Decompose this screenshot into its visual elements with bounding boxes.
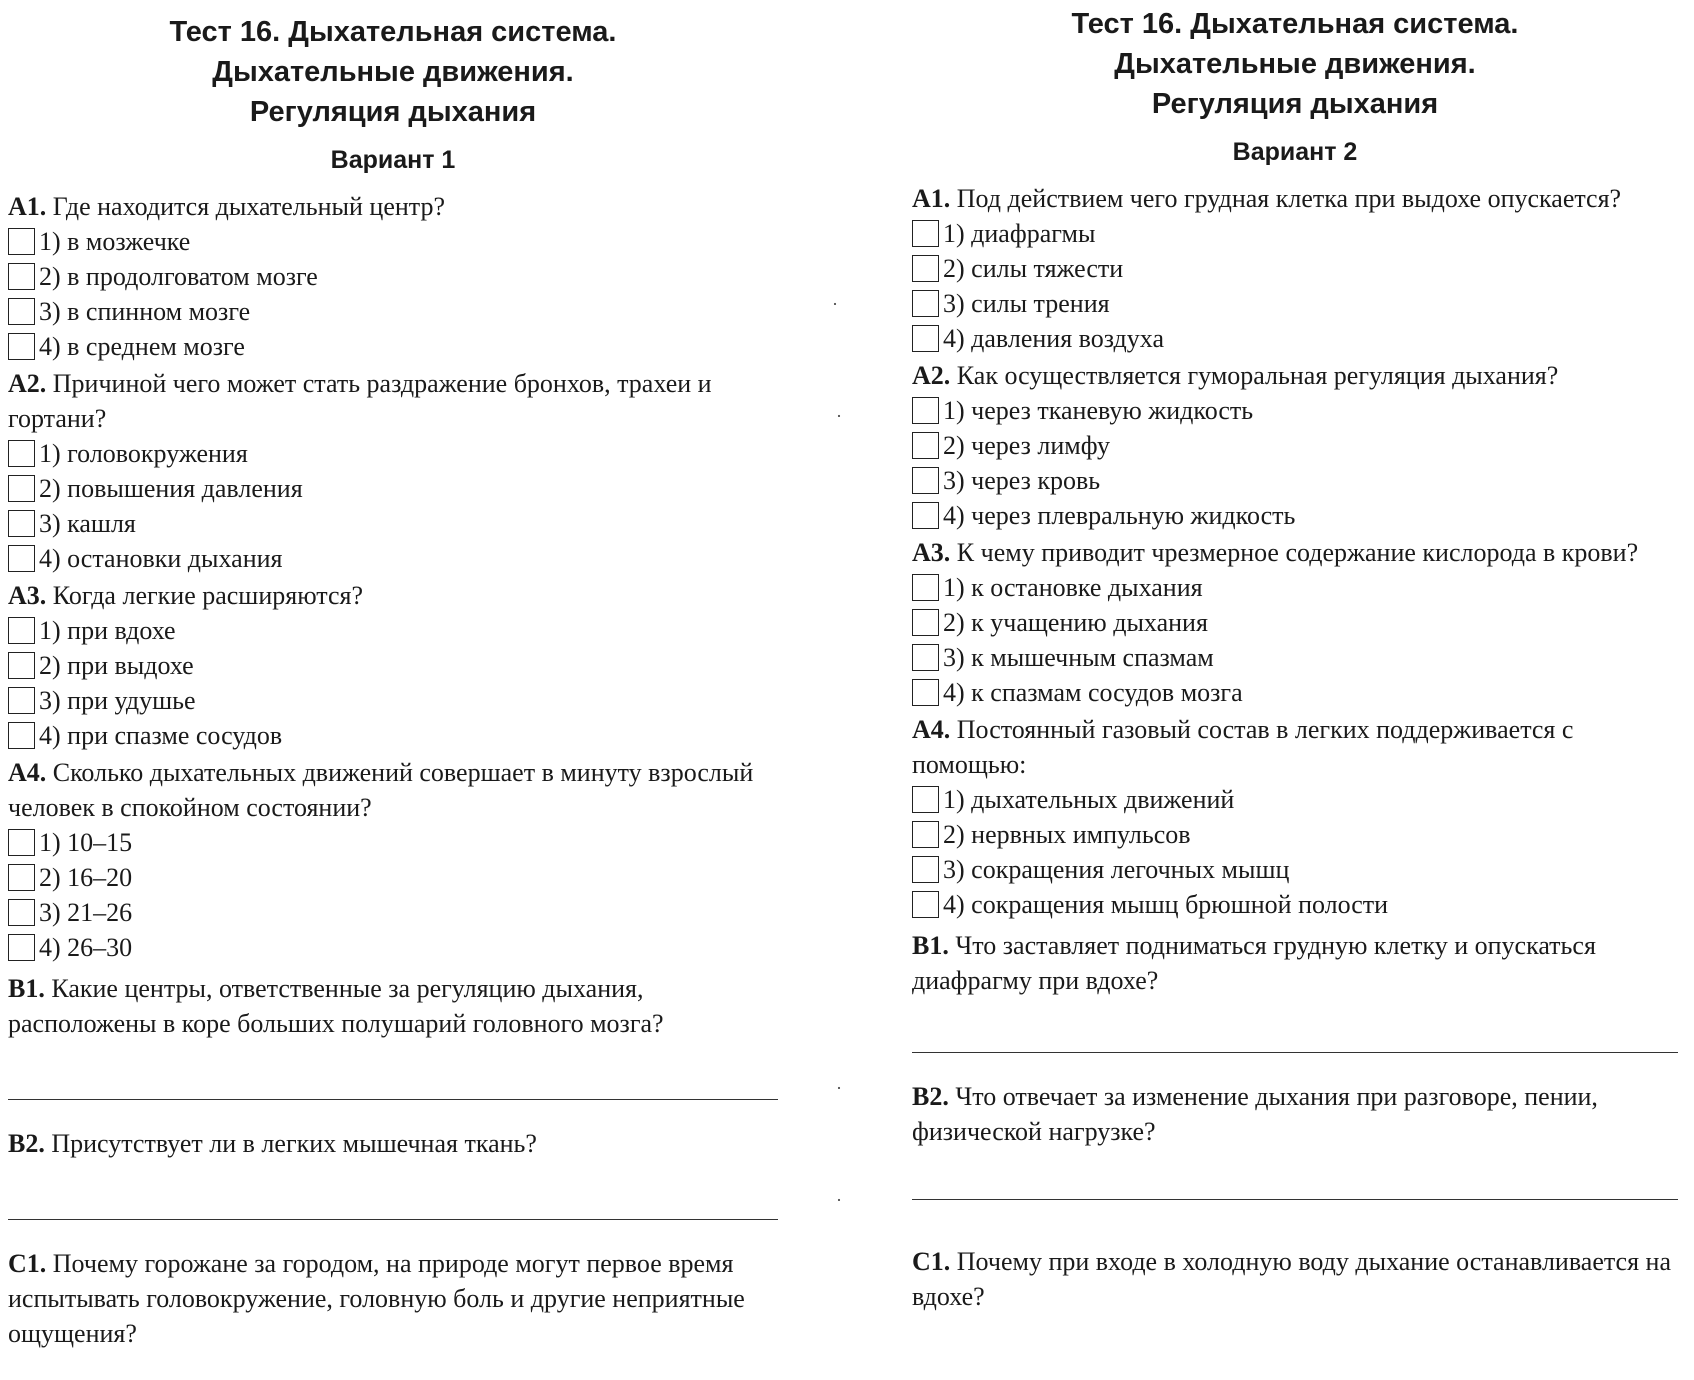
question-text (912, 535, 1678, 570)
option-label: 2) в продолговатом мозге (39, 262, 318, 291)
answer-option[interactable] (912, 817, 1678, 852)
answer-option[interactable] (8, 259, 778, 294)
checkbox[interactable] (912, 574, 939, 601)
question-c1 (8, 1246, 778, 1351)
question-number: А3. (8, 581, 47, 610)
checkbox[interactable] (8, 475, 35, 502)
question-a1 (8, 189, 778, 364)
answer-option[interactable] (8, 541, 778, 576)
option-label: 1) в мозжечке (39, 227, 191, 256)
answer-option[interactable] (912, 286, 1678, 321)
stray-mark: · (836, 406, 842, 426)
checkbox[interactable] (8, 829, 35, 856)
question-number: В2. (912, 1082, 949, 1111)
question-b2 (912, 1079, 1678, 1200)
option-label: 2) при выдохе (39, 651, 194, 680)
question-number: С1. (8, 1249, 47, 1278)
checkbox[interactable] (912, 467, 939, 494)
checkbox[interactable] (912, 290, 939, 317)
answer-option[interactable] (8, 436, 778, 471)
answer-option[interactable] (912, 570, 1678, 605)
option-label: 4) сокращения мышц брюшной полости (943, 890, 1389, 919)
checkbox[interactable] (8, 333, 35, 360)
option-label: 3) кашля (39, 509, 136, 538)
stray-mark: · (836, 1190, 842, 1210)
option-label: 2) к учащению дыхания (943, 608, 1208, 637)
question-b1 (8, 971, 778, 1100)
question-a3 (8, 578, 778, 753)
question-text (912, 1079, 1678, 1149)
option-label: 1) при вдохе (39, 616, 176, 645)
checkbox[interactable] (8, 934, 35, 961)
option-label: 4) 26–30 (39, 933, 133, 962)
checkbox[interactable] (912, 856, 939, 883)
variant-label: Вариант 2 (1232, 138, 1358, 166)
question-a1 (912, 181, 1678, 356)
question-c1 (912, 1244, 1678, 1314)
title-line: Тест 16. Дыхательная система. (169, 16, 617, 48)
question-number: А2. (912, 361, 951, 390)
variant2-title (912, 4, 1678, 124)
option-label: 3) 21–26 (39, 898, 133, 927)
question-a2 (8, 366, 778, 576)
title-line: Тест 16. Дыхательная система. (1071, 8, 1519, 40)
option-label: 1) головокружения (39, 439, 248, 468)
question-text (8, 366, 778, 436)
question-number: А4. (912, 715, 951, 744)
question-b2 (8, 1126, 778, 1220)
question-label: Причиной чего может стать раздражение бронхов, трахеи и гортани? (8, 369, 712, 433)
question-label: Когда легкие расширяются? (52, 581, 364, 610)
answer-option[interactable] (912, 216, 1678, 251)
answer-option[interactable] (912, 640, 1678, 675)
option-label: 4) давления воздуха (943, 324, 1164, 353)
answer-option[interactable] (8, 895, 778, 930)
checkbox[interactable] (8, 722, 35, 749)
answer-option[interactable] (912, 321, 1678, 356)
answer-option[interactable] (8, 613, 778, 648)
answer-option[interactable] (8, 648, 778, 683)
checkbox[interactable] (912, 255, 939, 282)
question-text (912, 358, 1678, 393)
question-label: Как осуществляется гуморальная регуляция дыхания? (956, 361, 1559, 390)
checkbox[interactable] (8, 545, 35, 572)
option-label: 2) через лимфу (943, 431, 1110, 460)
answer-option[interactable] (8, 471, 778, 506)
checkbox[interactable] (8, 440, 35, 467)
question-label: Что отвечает за изменение дыхания при разговоре, пении, физической нагрузке? (912, 1082, 1598, 1146)
checkbox[interactable] (8, 652, 35, 679)
question-b1 (912, 928, 1678, 1053)
checkbox[interactable] (8, 298, 35, 325)
question-number: В1. (912, 931, 949, 960)
question-label: К чему приводит чрезмерное содержание кислорода в крови? (956, 538, 1639, 567)
option-label: 3) через кровь (943, 466, 1101, 495)
checkbox[interactable] (912, 220, 939, 247)
checkbox[interactable] (8, 263, 35, 290)
answer-option[interactable] (8, 860, 778, 895)
question-label: Присутствует ли в легких мышечная ткань? (51, 1129, 537, 1158)
answer-option[interactable] (8, 825, 778, 860)
checkbox[interactable] (912, 891, 939, 918)
option-label: 4) к спазмам сосудов мозга (943, 678, 1243, 707)
answer-option[interactable] (912, 852, 1678, 887)
question-a4 (912, 712, 1678, 922)
question-number: С1. (912, 1247, 951, 1276)
question-text (8, 755, 778, 825)
question-label: Постоянный газовый состав в легких поддерживается с помощью: (912, 715, 1574, 779)
question-label: Сколько дыхательных движений совершает в минуту взрослый человек в спокойном состоянии? (8, 758, 754, 822)
checkbox[interactable] (912, 432, 939, 459)
answer-option[interactable] (912, 887, 1678, 922)
checkbox[interactable] (8, 864, 35, 891)
answer-option[interactable] (8, 930, 778, 965)
question-label: Что заставляет подниматься грудную клетку и опускаться диафрагму при вдохе? (912, 931, 1596, 995)
stray-mark: · (836, 1078, 842, 1098)
answer-line[interactable] (8, 1041, 778, 1100)
question-text (912, 1244, 1678, 1314)
variant1-title (8, 12, 778, 132)
answer-line[interactable] (912, 998, 1678, 1053)
answer-option[interactable] (912, 782, 1678, 817)
checkbox[interactable] (912, 786, 939, 813)
option-label: 1) к остановке дыхания (943, 573, 1203, 602)
variant-label: Вариант 1 (330, 146, 456, 174)
option-label: 3) к мышечным спазмам (943, 643, 1214, 672)
question-number: В2. (8, 1129, 45, 1158)
question-text (8, 1126, 778, 1161)
option-label: 2) силы тяжести (943, 254, 1124, 283)
checkbox[interactable] (912, 502, 939, 529)
question-label: Под действием чего грудная клетка при выдохе опускается? (956, 184, 1622, 213)
question-a4 (8, 755, 778, 965)
answer-option[interactable] (8, 294, 778, 329)
answer-option[interactable] (8, 506, 778, 541)
question-number: А1. (912, 184, 951, 213)
checkbox[interactable] (8, 510, 35, 537)
checkbox[interactable] (912, 821, 939, 848)
question-text (8, 578, 778, 613)
option-label: 2) повышения давления (39, 474, 303, 503)
answer-option[interactable] (8, 329, 778, 364)
question-label: Почему горожане за городом, на природе могут первое время испытывать головокружение, головную боль и другие неприятные ощущения? (8, 1249, 745, 1348)
option-label: 4) через плевральную жидкость (943, 501, 1296, 530)
title-line: Дыхательные движения. (1114, 48, 1476, 80)
option-label: 3) сокращения легочных мышц (943, 855, 1290, 884)
question-a2 (912, 358, 1678, 533)
option-label: 4) при спазме сосудов (39, 721, 283, 750)
variant1-column (8, 0, 778, 1351)
checkbox[interactable] (912, 609, 939, 636)
question-text (8, 971, 778, 1041)
question-number: А4. (8, 758, 47, 787)
checkbox[interactable] (8, 687, 35, 714)
answer-option[interactable] (912, 675, 1678, 710)
option-label: 3) в спинном мозге (39, 297, 251, 326)
answer-option[interactable] (8, 683, 778, 718)
answer-option[interactable] (912, 251, 1678, 286)
question-number: В1. (8, 974, 45, 1003)
question-number: А1. (8, 192, 47, 221)
answer-option[interactable] (912, 498, 1678, 533)
title-line: Регуляция дыхания (1151, 88, 1439, 120)
checkbox[interactable] (8, 899, 35, 926)
answer-option[interactable] (912, 463, 1678, 498)
option-label: 1) 10–15 (39, 828, 133, 857)
question-text (912, 181, 1678, 216)
question-number: А2. (8, 369, 47, 398)
answer-option[interactable] (8, 718, 778, 753)
checkbox[interactable] (912, 325, 939, 352)
title-line: Регуляция дыхания (249, 96, 537, 128)
answer-option[interactable] (912, 428, 1678, 463)
answer-option[interactable] (912, 605, 1678, 640)
question-a3 (912, 535, 1678, 710)
option-label: 1) через тканевую жидкость (943, 396, 1254, 425)
answer-line[interactable] (912, 1149, 1678, 1200)
variant2-column (912, 0, 1678, 1314)
checkbox[interactable] (912, 644, 939, 671)
checkbox[interactable] (8, 228, 35, 255)
question-text (8, 189, 778, 224)
answer-line[interactable] (8, 1161, 778, 1220)
question-text (912, 928, 1678, 998)
question-text (8, 1246, 778, 1351)
question-label: Какие центры, ответственные за регуляцию дыхания, расположены в коре больших полушарий головного мозга? (8, 974, 664, 1038)
checkbox[interactable] (912, 679, 939, 706)
checkbox[interactable] (8, 617, 35, 644)
question-label: Почему при входе в холодную воду дыхание останавливается на вдохе? (912, 1247, 1671, 1311)
question-text (912, 712, 1678, 782)
answer-option[interactable] (912, 393, 1678, 428)
option-label: 2) 16–20 (39, 863, 133, 892)
question-label: Где находится дыхательный центр? (52, 192, 446, 221)
option-label: 2) нервных импульсов (943, 820, 1191, 849)
option-label: 1) дыхательных движений (943, 785, 1235, 814)
option-label: 4) остановки дыхания (39, 544, 283, 573)
checkbox[interactable] (912, 397, 939, 424)
option-label: 1) диафрагмы (943, 219, 1096, 248)
answer-option[interactable] (8, 224, 778, 259)
option-label: 3) силы трения (943, 289, 1110, 318)
stray-mark: · (832, 294, 838, 314)
option-label: 4) в среднем мозге (39, 332, 245, 361)
title-line: Дыхательные движения. (212, 56, 574, 88)
option-label: 3) при удушье (39, 686, 196, 715)
question-number: А3. (912, 538, 951, 567)
